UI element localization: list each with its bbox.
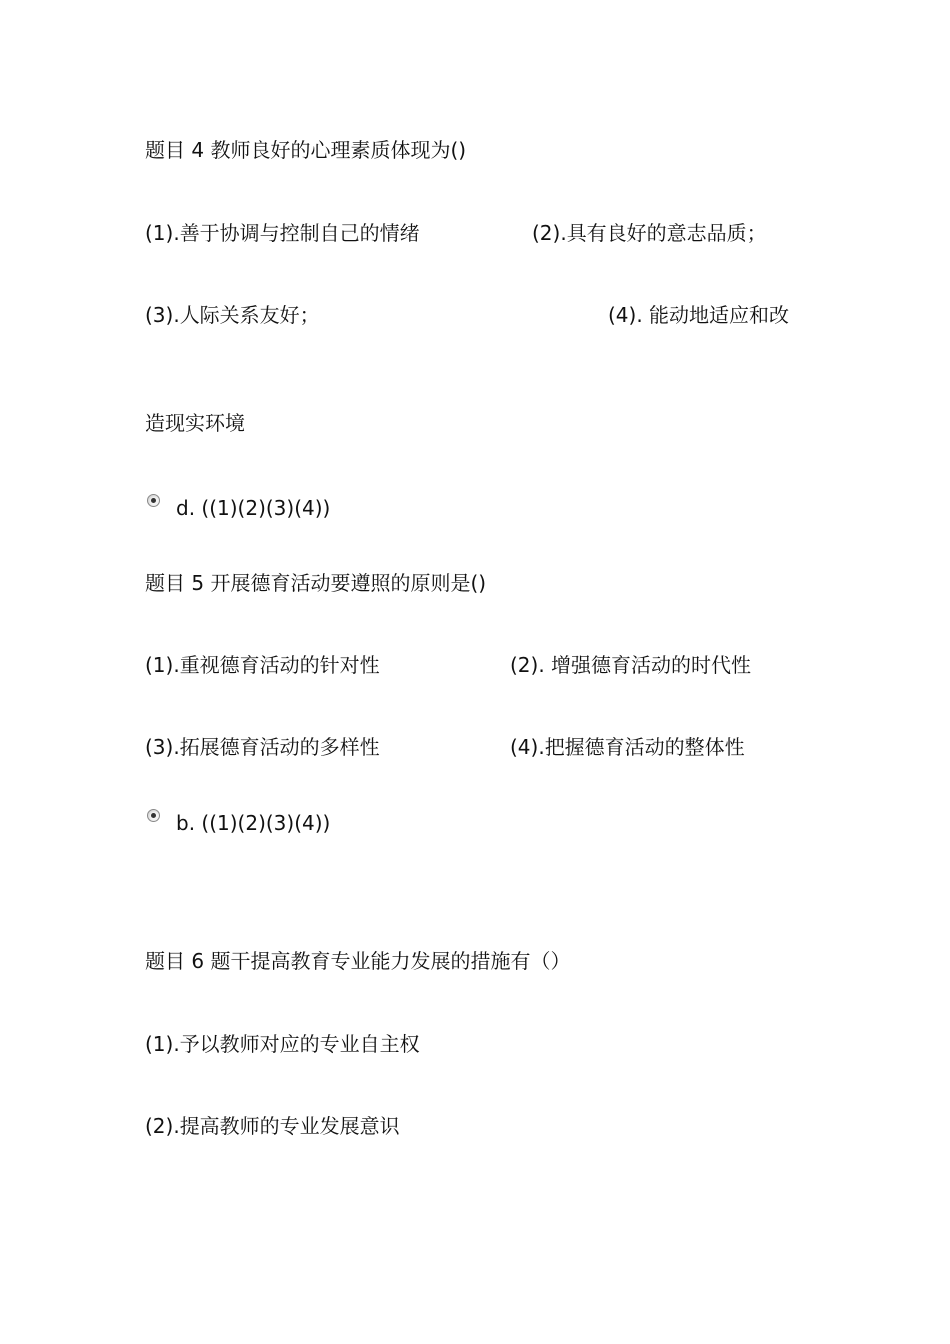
question-5-title: 题目 5 开展德育活动要遵照的原则是() [145,571,487,595]
question-4-option-1: (1).善于协调与控制自己的情绪 [145,221,420,245]
question-5-option-1: (1).重视德育活动的针对性 [145,653,380,677]
question-5-answer-radio[interactable] [147,809,160,822]
question-4-title: 题目 4 教师良好的心理素质体现为() [145,138,467,162]
question-5-option-4: (4).把握德育活动的整体性 [510,735,745,759]
question-6-option-1: (1).予以教师对应的专业自主权 [145,1032,420,1056]
question-4-option-4-continued: 造现实环境 [145,411,245,435]
question-4-answer-label: d. ((1)(2)(3)(4)) [176,496,331,520]
question-5-option-3: (3).拓展德育活动的多样性 [145,735,380,759]
radio-selected-dot [151,498,156,503]
question-6-option-2: (2).提高教师的专业发展意识 [145,1114,400,1138]
question-4-answer-radio[interactable] [147,494,160,507]
question-6-title: 题目 6 题干提高教育专业能力发展的措施有（） [145,949,571,973]
radio-selected-dot [151,813,156,818]
question-4-option-3: (3).人际关系友好； [145,303,320,327]
question-4-option-4: (4). 能动地适应和改 [608,303,790,327]
question-4-option-2: (2).具有良好的意志品质； [532,221,767,245]
question-5-answer-label: b. ((1)(2)(3)(4)) [176,811,331,835]
question-5-option-2: (2). 增强德育活动的时代性 [510,653,752,677]
